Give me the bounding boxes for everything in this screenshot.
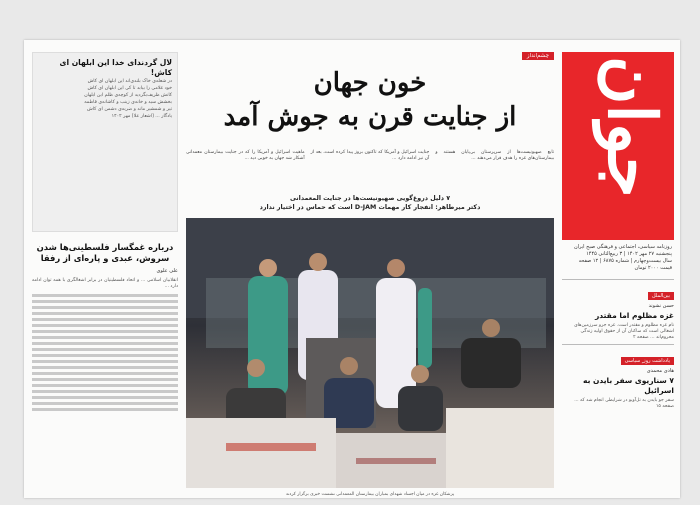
center-column xyxy=(185,52,554,497)
left-article-headline[interactable]: درباره غمگسار فلسطینی‌ها شدن سروش، عبدی و پاره‌ای از رفقا xyxy=(36,242,174,263)
subheadline[interactable]: دکتر میرطاهر: انفجار کار مهمات D-JAM است که حماس در اختیار ندارد xyxy=(259,204,481,211)
lead-text xyxy=(186,150,554,190)
section-label: یادداشت روز ٍ سیاسی xyxy=(621,357,674,365)
headline-line-1: خون جهان xyxy=(313,68,427,98)
photo-caption: پزشکان غزه در میان اجساد شهدای بمباران بیمارستان المعمدانی نشست خبری برگزار کردند xyxy=(285,492,455,497)
left-article-body: انقلابیان اسلامی ... و اتحاد فلسطینیان در برابر اشغالگری با همه توان ادامه دارد ... xyxy=(32,278,178,290)
masthead-title: جوان xyxy=(593,56,671,198)
press-conference-photo xyxy=(186,218,554,488)
article-body: نام غزه مظلوم و مقتدر است. غزه جزو سرزمین‌های اشغالی است که ساکنان آن از حقوق اولیه زندگی محروم‌اند ... صفحه ۲ xyxy=(574,323,674,340)
poem-title[interactable]: لال گردند‌ای خدا این ابلهان ای کاش! xyxy=(59,58,172,77)
article-body: سفر جو بایدن به تل‌آویو در شرایطی انجام شد که ... صفحه ۱۵ xyxy=(574,398,674,409)
main-photo xyxy=(186,218,554,488)
newspaper-page xyxy=(24,40,680,498)
right-column xyxy=(562,52,674,492)
lead-column: ماهیت اسرائیل و آمریکا را که در جنایت بیمارستان معمدانی آشکار شد جهان به خوبی دید ... xyxy=(185,150,305,162)
author: علی علوی xyxy=(156,268,178,274)
section-label: بین‌الملل xyxy=(648,292,674,300)
lead-column: تابع صهیونیست‌ها از سرپرستان بی‌پایان هستند و بیمارستان‌های غزه را هدف قرار می‌دهند ... xyxy=(435,150,554,162)
article-headline[interactable]: غزه مظلوم اما مقتدر xyxy=(594,311,674,320)
subheadlines xyxy=(186,194,554,212)
left-column xyxy=(32,52,178,492)
article-headline[interactable]: ۷ سناریوی سفر بایدن به اسرائیل xyxy=(583,376,674,395)
masthead xyxy=(562,52,674,240)
poem-box xyxy=(32,52,178,232)
author: حسن نشوند xyxy=(648,303,674,309)
subheadline[interactable]: ۷ دلیل دروغ‌گویی صهیونیست‌ها در جنایت المعمدانی xyxy=(289,195,451,202)
right-article-2 xyxy=(562,344,674,410)
lead-column: جنایت اسرائیل و آمریکا که تاکنون بروز پیدا کرده است، بعد از آن نیز ادامه دارد ... xyxy=(310,150,430,162)
poem-body: در شعله‌ی خاک بلندی‌اند این ابلهان ای کاش خود غلامی را بیابد تا کی این ابلهان ای کاش کانش ظریف‌بگردید از کوچه‌ی ظلم این ابلهان بخشش سید و خانه‌ی زینب و کاشانه‌ی فاطمه تیر و شمشیر ماند و ضربه‌ی دشمن ای کاش یادگار ... [اشعار علا] مهر ۱۴۰۲ xyxy=(84,79,172,119)
author: هادی محمدی xyxy=(646,368,674,374)
section-ribbon: چشم‌انداز xyxy=(522,52,554,60)
headline-line-2: از جنایت قرن به جوش آمد xyxy=(223,102,517,132)
main-headline[interactable] xyxy=(186,66,554,134)
publication-info: روزنامه سیاسی، اجتماعی و فرهنگی صبح ایران پنجشنبه ۲۷ مهر ۱۴۰۲ | ۳ ربیع‌الثانی ۱۴۴۵ سال بیست‌وچهارم | شماره ۶۸۷۵ | ۱۲ صفحه قیمت ۲۰۰۰ تومان xyxy=(573,244,672,271)
right-article-1 xyxy=(562,279,674,341)
